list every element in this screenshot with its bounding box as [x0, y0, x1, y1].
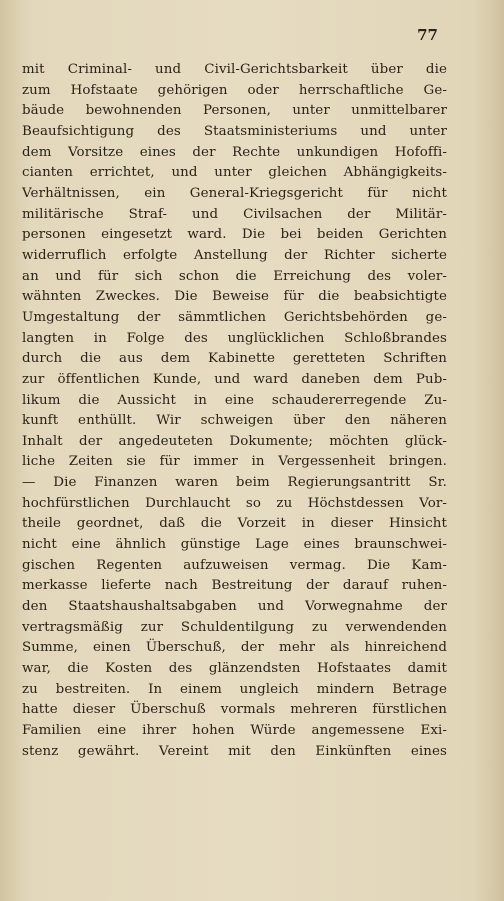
text-line: — Die Finanzen waren beim Regierungsantritt Sr.: [22, 475, 447, 491]
text-line: zu bestreiten. In einem ungleich mindern Betrage: [22, 681, 447, 697]
text-line: hatte dieser Überschuß vormals mehreren fürstlichen: [22, 702, 447, 718]
text-line: an und für sich schon die Erreichung des voler-: [22, 268, 447, 284]
page-number: 77: [417, 26, 438, 44]
text-line: stenz gewährt. Vereint mit den Einkünften eines: [22, 743, 447, 759]
text-line: bäude bewohnenden Personen, unter unmittelbarer: [22, 103, 447, 119]
text-line: durch die aus dem Kabinette geretteten Schriften: [22, 351, 447, 367]
body-text: [22, 60, 447, 762]
text-line: Summe, einen Überschuß, der mehr als hinreichend: [22, 640, 447, 656]
text-line: Umgestaltung der sämmtlichen Gerichtsbehörden ge-: [22, 309, 447, 325]
text-line: liche Zeiten sie für immer in Vergessenheit bringen.: [22, 454, 447, 470]
text-line: zur öffentlichen Kunde, und ward daneben dem Pub-: [22, 371, 447, 387]
text-line: wähnten Zweckes. Die Beweise für die beabsichtigte: [22, 289, 447, 305]
text-line: zum Hofstaate gehörigen oder herrschaftliche Ge-: [22, 82, 447, 98]
text-line: Familien eine ihrer hohen Würde angemessene Exi-: [22, 723, 447, 738]
text-line: personen eingesetzt ward. Die bei beiden Gerichten: [22, 227, 447, 243]
text-line: langten in Folge des unglücklichen Schloßbrandes: [22, 330, 447, 346]
text-line: merkasse lieferte nach Bestreitung der darauf ruhen-: [22, 578, 447, 594]
text-line: vertragsmäßig zur Schuldentilgung zu verwendenden: [22, 619, 447, 635]
text-line: Inhalt der angedeuteten Dokumente; möchten glück-: [22, 433, 447, 449]
text-line: likum die Aussicht in eine schaudererregende Zu-: [22, 392, 447, 408]
text-line: nicht eine ähnlich günstige Lage eines braunschwei-: [22, 537, 447, 553]
text-line: kunft enthüllt. Wir schweigen über den näheren: [22, 413, 447, 429]
text-line: dem Vorsitze eines der Rechte unkundigen Hofoffi-: [22, 144, 447, 160]
text-line: Verhältnissen, ein General-Kriegsgericht für nicht: [22, 185, 447, 201]
text-line: theile geordnet, daß die Vorzeit in dieser Hinsicht: [22, 516, 447, 532]
text-line: militärische Straf- und Civilsachen der Militär-: [22, 206, 447, 222]
text-line: hochfürstlichen Durchlaucht so zu Höchstdessen Vor-: [22, 495, 447, 511]
text-line: war, die Kosten des glänzendsten Hofstaates damit: [22, 661, 447, 677]
text-line: widerruflich erfolgte Anstellung der Richter sicherte: [22, 247, 447, 263]
text-line: mit Criminal- und Civil-Gerichtsbarkeit über die: [22, 62, 447, 77]
text-line: cianten errichtet, und unter gleichen Abhängigkeits-: [22, 165, 447, 181]
text-line: den Staatshaushaltsabgaben und Vorwegnahme der: [22, 599, 447, 615]
text-line: Beaufsichtigung des Staatsministeriums und unter: [22, 123, 447, 139]
text-line: gischen Regenten aufzuweisen vermag. Die Kam-: [22, 557, 447, 573]
